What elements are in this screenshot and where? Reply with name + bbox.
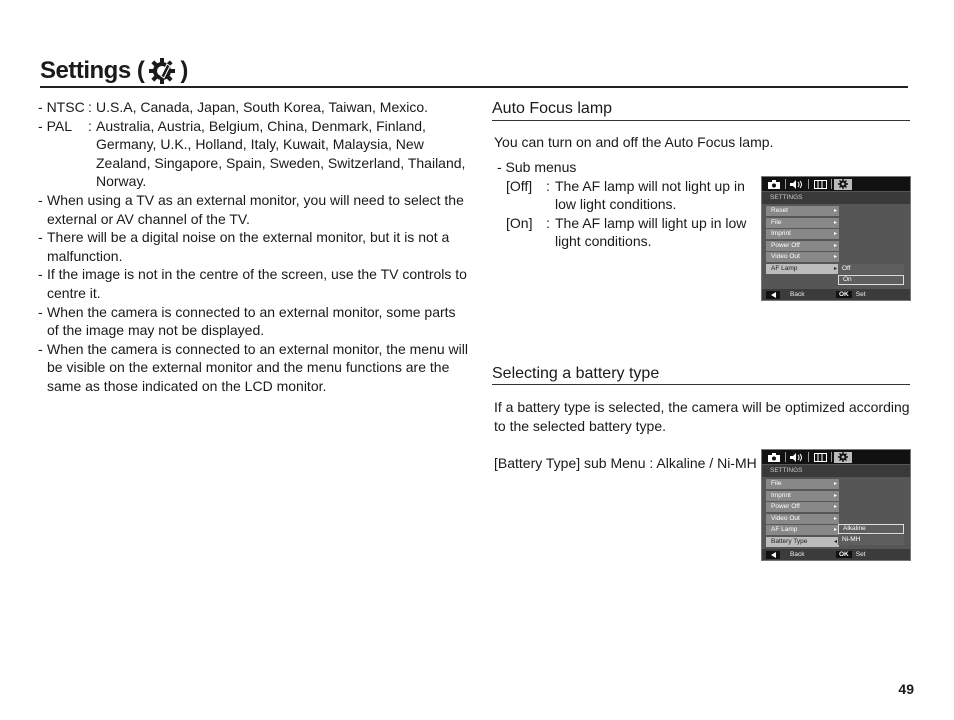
note-item: - If the image is not in the centre of the screen, use the TV controls to centre it. — [38, 266, 467, 301]
lcd-ok-key: OK — [836, 291, 852, 298]
ntsc-definition — [38, 98, 468, 117]
lcd-menu-item: Imprint ▸ — [766, 229, 839, 239]
lcd-menu-item: File ▸ — [766, 218, 839, 228]
lcd-menu-item: AF Lamp ▸ — [766, 525, 839, 535]
lcd-submenu-options — [838, 264, 904, 286]
camera-icon — [765, 179, 783, 190]
battery-section-divider — [492, 384, 910, 385]
af-off-colon: : — [546, 177, 550, 194]
lcd-option: Ni-MH — [838, 535, 904, 545]
pal-countries: Australia, Austria, Belgium, China, Denmark, Finland, Germany, U.K., Holland, Italy, Kuwait, Malaysia, New Zealand, Singapore, Spain, Sweden, Switzerland, Thailand, Norway. — [96, 117, 466, 190]
af-lamp-lcd-screenshot — [761, 176, 911, 301]
lcd-set-label: Set — [855, 291, 866, 298]
lcd-menu-item-selected: AF Lamp ▸ — [766, 264, 839, 274]
bullet-dash: - — [38, 117, 43, 134]
battery-intro: If a battery type is selected, the camera will be optimized according to the selected battery type. — [494, 399, 910, 434]
lcd-menu-item-selected: Battery Type ◂ — [766, 537, 839, 547]
lcd-footer — [762, 549, 910, 560]
tv-notes — [38, 98, 468, 396]
lcd-option: Off — [838, 264, 904, 274]
camera-icon — [765, 452, 783, 463]
lcd-tab-bar — [762, 177, 910, 192]
af-section-divider — [492, 120, 910, 121]
lcd-submenu-options — [838, 524, 904, 546]
ntsc-colon: : — [88, 99, 92, 115]
sound-icon — [788, 179, 806, 190]
battery-type-lcd-screenshot — [761, 449, 911, 561]
note-item: - When the camera is connected to an external monitor, the menu will be visible on the external monitor and the menu functions are the same as those indicated on the LCD monitor. — [38, 340, 468, 394]
display-icon — [811, 179, 829, 190]
af-submenus — [497, 158, 753, 251]
note-text: When the camera is connected to an external monitor, the menu will be visible on the external monitor and the menu functions are the same as those indicated on the LCD monitor. — [47, 340, 468, 394]
pal-definition — [38, 117, 468, 191]
af-off-key: [Off] — [506, 177, 533, 194]
lcd-menu-item: Reset ▸ — [766, 206, 839, 216]
lcd-back-label: Back — [790, 291, 805, 298]
af-section-title: Auto Focus lamp — [492, 100, 613, 117]
lcd-menu-screen — [762, 465, 910, 549]
battery-section-title: Selecting a battery type — [492, 365, 660, 382]
page-title-text: Settings ( — [40, 57, 145, 84]
pal-colon: : — [88, 117, 92, 134]
page-title-close: ) — [180, 57, 188, 84]
af-on-option — [497, 214, 753, 251]
settings-gear-icon — [147, 56, 177, 86]
lcd-set-label: Set — [855, 551, 866, 558]
af-off-text: The AF lamp will not light up in low light conditions. — [555, 177, 745, 213]
af-off-option — [497, 177, 753, 214]
af-submenus-label: - Sub menus — [497, 159, 577, 175]
page-title — [40, 56, 188, 86]
page-number: 49 — [898, 681, 914, 697]
lcd-menu-item: Imprint ▸ — [766, 491, 839, 501]
lcd-menu-item: Video Out ▸ — [766, 514, 839, 524]
af-on-colon: : — [546, 214, 550, 231]
ntsc-countries: U.S.A, Canada, Japan, South Korea, Taiwan, Mexico. — [96, 99, 429, 115]
lcd-menu-item: Power Off ▸ — [766, 502, 839, 512]
note-item: - There will be a digital noise on the external monitor, but it is not a malfunction. — [38, 229, 450, 264]
bullet-dash: - — [38, 99, 43, 115]
note-item: - When using a TV as an external monitor, you will need to select the external or AV channel of the TV. — [38, 191, 464, 227]
af-on-key: [On] — [506, 214, 533, 231]
lcd-ok-key: OK — [836, 551, 852, 558]
note-item: - When the camera is connected to an external monitor, some parts of the image may not be displayed. — [38, 303, 456, 339]
left-arrow-icon — [766, 291, 780, 299]
lcd-menu-screen — [762, 192, 910, 289]
note-text: There will be a digital noise on the external monitor, but it is not a malfunction. — [47, 229, 450, 264]
note-text: If the image is not in the centre of the screen, use the TV controls to centre it. — [47, 266, 467, 301]
title-divider — [40, 86, 908, 88]
lcd-menu-item: Power Off ▸ — [766, 241, 839, 251]
display-icon — [811, 452, 829, 463]
lcd-footer — [762, 289, 910, 300]
note-text: When using a TV as an external monitor, you will need to select the external or AV channel of the TV. — [47, 191, 464, 227]
lcd-back-label: Back — [790, 551, 805, 558]
lcd-option-current: On — [838, 275, 904, 285]
left-arrow-icon — [766, 551, 780, 559]
pal-term: PAL — [46, 117, 72, 134]
battery-submenu-text: [Battery Type] sub Menu : Alkaline / Ni-MH — [494, 455, 757, 471]
note-text: When the camera is connected to an external monitor, some parts of the image may not be displayed. — [47, 303, 456, 339]
lcd-menu-header: SETTINGS — [762, 192, 910, 204]
af-intro: You can turn on and off the Auto Focus lamp. — [494, 134, 774, 150]
af-on-text: The AF lamp will light up in low light conditions. — [555, 214, 747, 250]
lcd-option-current: Alkaline — [838, 524, 904, 534]
settings-gear-icon — [834, 452, 852, 463]
lcd-menu-item: File ▸ — [766, 479, 839, 489]
sound-icon — [788, 452, 806, 463]
ntsc-term: NTSC — [46, 99, 85, 115]
lcd-menu-header: SETTINGS — [762, 465, 910, 477]
lcd-menu-item: Video Out ▸ — [766, 252, 839, 262]
settings-gear-icon — [834, 179, 852, 190]
lcd-tab-bar — [762, 450, 910, 465]
